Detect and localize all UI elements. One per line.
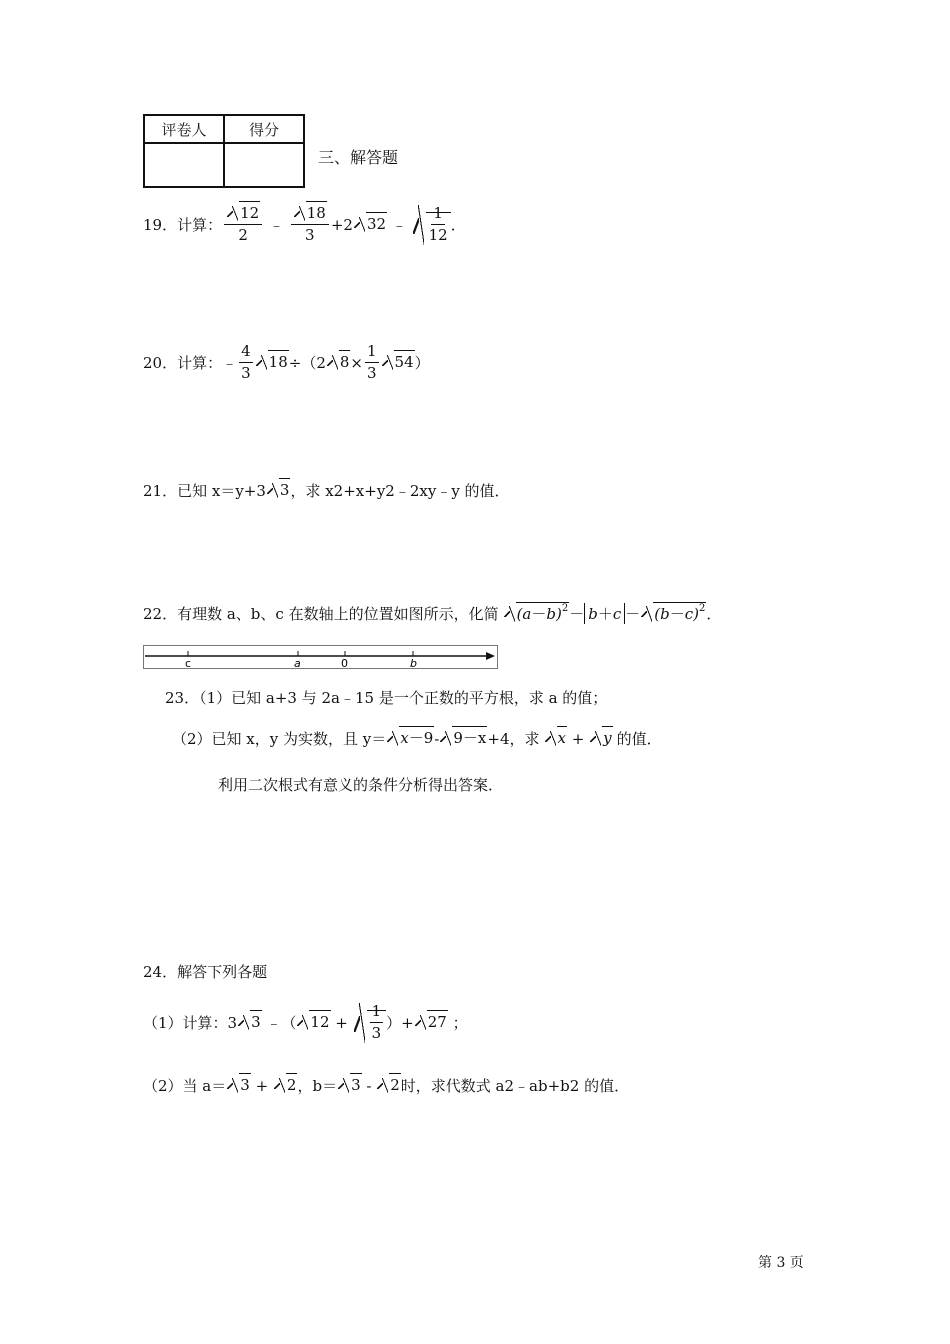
- q23-part2-mid: +4，求: [487, 730, 540, 748]
- question-21: 21．已知 x＝y+3 3 ，求 x2+x+y2﹣2xy﹣y 的值．: [143, 480, 510, 501]
- label-c: c: [185, 657, 192, 670]
- score-table: [143, 114, 305, 188]
- grader-cell: [144, 143, 224, 187]
- page-number: 第 3 页: [758, 1255, 804, 1271]
- number-line: [143, 645, 500, 670]
- q19-tail: ．: [450, 216, 466, 235]
- q19-term1: $\frac{12}{2}$: [224, 205, 262, 245]
- question-24-title: 24．解答下列各题: [143, 963, 268, 981]
- section-title: 三、解答题: [318, 148, 399, 167]
- q24-part2-tail: 时，求代数式 a2﹣ab+b2 的值．: [400, 1077, 630, 1095]
- score-table-header-score: 得分: [224, 115, 304, 143]
- question-23-hint: 利用二次根式有意义的条件分析得出答案．: [218, 776, 504, 794]
- q19-label: 19．计算：: [143, 216, 223, 235]
- question-23-part2: （2）已知 x，y 为实数，且 y＝ x－9 - 9－x +4，求 x + y 的值．: [172, 728, 662, 749]
- label-b: b: [410, 657, 417, 670]
- question-23-part1: 23．（1）已知 a+3 与 2a﹣15 是一个正数的平方根，求 a 的值；: [165, 689, 608, 707]
- q21-rest: ，求 x2+x+y2﹣2xy﹣y 的值．: [290, 482, 510, 500]
- q19-term3: 32: [353, 217, 387, 232]
- score-table-header-grader: 评卷人: [144, 115, 224, 143]
- number-line-frame: [144, 646, 498, 669]
- q23-part2-tail: 的值．: [616, 730, 662, 748]
- question-24-part1: （1）计算：3 3 ﹣（ 12 + $\frac{1}{3}$ ）+ 27 ；: [143, 1002, 468, 1043]
- question-22: 22．有理数 a、b、c 在数轴上的位置如图所示，化简 $(a-b)^2$ － b＋c － $(b-c)^2$ ．: [143, 602, 722, 623]
- q24-part2-mid: ，b＝: [297, 1077, 338, 1095]
- q20-label: 20．计算：: [143, 354, 223, 373]
- q21-label: 21．已知 x＝y+3: [143, 482, 266, 500]
- question-20: 20．计算： ﹣ $\frac{4}{3}$ 18 ÷（2 8 × $\frac{1}{3}$ 54 ）: [143, 342, 430, 383]
- number-line-arrow: [486, 652, 495, 660]
- label-a: a: [294, 657, 301, 670]
- q19-term2: $\frac{18}{3}$: [291, 205, 329, 245]
- q22-text: 22．有理数 a、b、c 在数轴上的位置如图所示，化简: [143, 605, 499, 623]
- q24-part2-lead: （2）当 a＝: [143, 1077, 227, 1095]
- label-0: 0: [341, 657, 348, 670]
- q19-term4: $\frac{1}{12}$: [412, 205, 451, 245]
- q24-part1-lead: （1）计算：3: [143, 1014, 238, 1033]
- question-24-part2: （2）当 a＝ 3 + 2 ，b＝ 3 - 2 时，求代数式 a2﹣ab+b2 的值．: [143, 1075, 629, 1096]
- score-cell: [224, 143, 304, 187]
- question-19: 19．计算： $\frac{12}{2}$ ﹣ $\frac{18}{3}$ +2 32 ﹣ $\frac{1}{12}$ ．: [143, 205, 466, 245]
- q23-part2-lead: （2）已知 x，y 为实数，且 y＝: [172, 730, 387, 748]
